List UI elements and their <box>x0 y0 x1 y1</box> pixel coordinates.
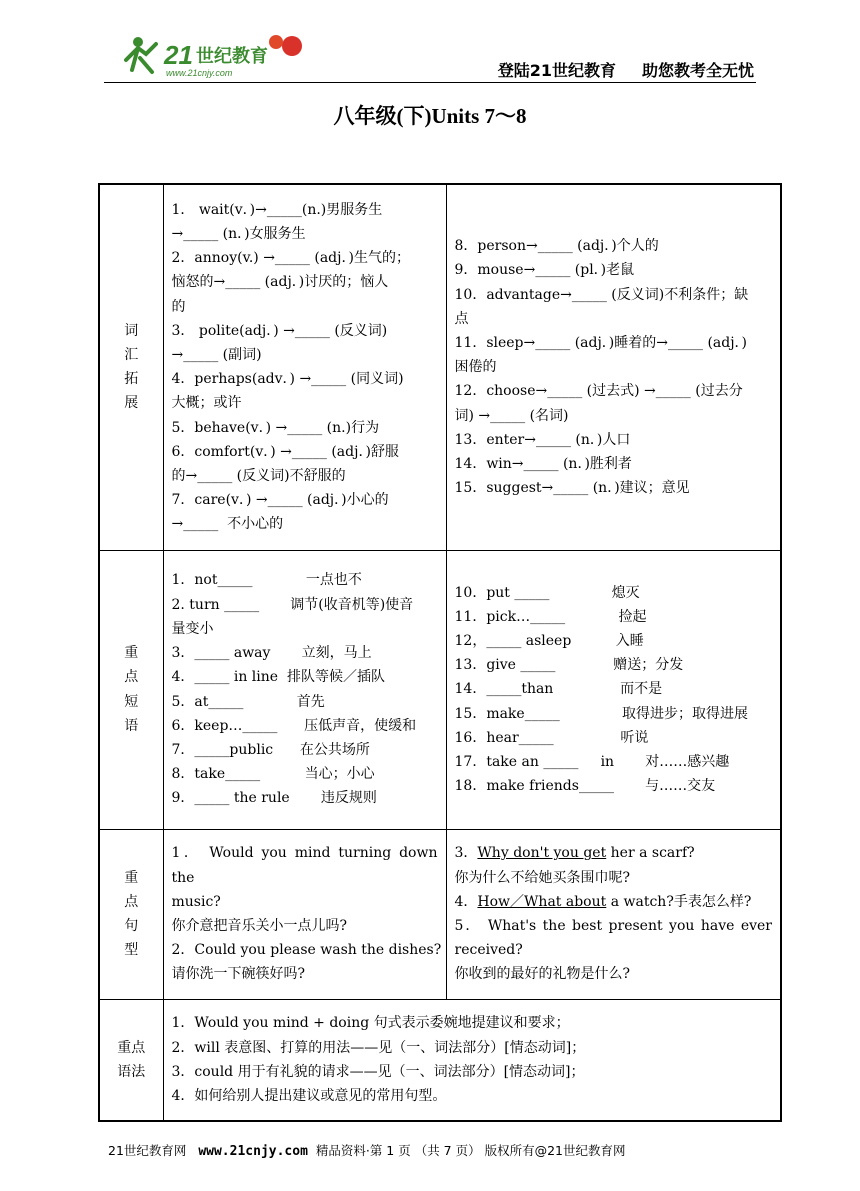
slogan-part-1: 登陆21世纪教育 <box>497 61 616 80</box>
vocab-left-list <box>163 184 446 550</box>
phrase-line: 16．hear_____ 听说 <box>454 729 649 746</box>
page-title: 八年级(下)Units 7～8 <box>333 104 527 128</box>
phrase-line: 6．keep…_____ 压低声音，使缓和 <box>171 717 417 734</box>
page-footer <box>108 1141 626 1159</box>
phrase-line: 2. turn _____ 调节(收音机等)使音 <box>171 596 414 613</box>
vocab-line: 困倦的 <box>454 359 497 376</box>
sentence-line: 3．Why don't you get her a scarf? <box>454 845 695 862</box>
phrase-line: 17．take an _____ in 对……感兴趣 <box>454 754 730 770</box>
sentence-line: received? <box>454 942 523 959</box>
section-label-phrases: 重 点 短 语 <box>99 550 163 829</box>
vocab-line: 8．person→_____ (adj．)个人的 <box>454 238 659 255</box>
vocab-line: →_____ 不小心的 <box>171 516 284 533</box>
sentences-row <box>99 829 781 999</box>
svg-text:世纪教育: 世纪教育 <box>196 46 268 67</box>
phrase-line: 7．_____public 在公共场所 <box>171 741 370 758</box>
key-phrase-underline: How／What about <box>477 893 607 910</box>
vocab-line: 12．choose→_____ (过去式) →_____ (过去分 <box>454 383 743 400</box>
sentence-line: 4．How／What about a watch?手表怎么样? <box>454 893 752 910</box>
vocab-line: 15．suggest→_____ (n．)建议；意见 <box>454 480 690 497</box>
site-logo <box>116 30 316 80</box>
sentence-line: 你为什么不给她买条围巾呢? <box>454 869 631 886</box>
vocab-line: 大概；或许 <box>171 395 242 412</box>
header-slogan <box>472 58 754 81</box>
phrases-left-list <box>163 550 446 829</box>
sentence-line: 1． Would you mind turning down the <box>171 845 438 886</box>
phrases-row <box>99 550 781 829</box>
grammar-row <box>99 999 781 1121</box>
vocab-line: 的 <box>171 298 186 315</box>
phrase-line: 15．make_____ 取得进步；取得进展 <box>454 705 749 722</box>
vocab-line: 9．mouse→_____ (pl．)老鼠 <box>454 262 635 279</box>
footer-url[interactable]: www.21cnjy.com <box>198 1144 308 1159</box>
svg-text:www.21cnjy.com: www.21cnjy.com <box>166 68 233 78</box>
vocab-line: 11．sleep→_____ (adj．)睡着的→_____ (adj．) <box>454 334 748 351</box>
phrase-line: 5．at_____ 首先 <box>171 693 325 710</box>
phrase-line: 13．give _____ 赠送；分发 <box>454 657 684 674</box>
vocab-line: 3． polite(adj．) →_____ (反义词) <box>171 322 388 339</box>
vocab-line: 6．comfort(v．) →_____ (adj．)舒服 <box>171 443 399 460</box>
phrase-line: 11．pick…_____ 捡起 <box>454 608 647 625</box>
svg-text:21: 21 <box>164 40 193 70</box>
section-label-grammar: 重点 语法 <box>99 999 163 1121</box>
page-header <box>104 30 756 83</box>
footer-right: 精品资料·第 1 页 （共 7 页） 版权所有@21世纪教育网 <box>315 1143 626 1158</box>
sentence-line: 你介意把音乐关小一点儿吗? <box>171 918 348 934</box>
vocab-line: →_____ (副词) <box>171 347 262 364</box>
section-label-vocab: 词 汇 拓 展 <box>99 184 163 550</box>
section-label-sentences: 重 点 句 型 <box>99 829 163 999</box>
vocab-line: 14．win→_____ (n．)胜利者 <box>454 455 632 472</box>
vocab-line: 13．enter→_____ (n．)人口 <box>454 431 631 448</box>
slogan-part-2: 助您教考全无忧 <box>641 61 754 80</box>
vocab-line: 4．perhaps(adv．) →_____ (同义词) <box>171 371 404 388</box>
sentences-left-list <box>163 829 446 999</box>
vocab-line: 的→_____ (反义词)不舒服的 <box>171 468 346 485</box>
grammar-line: 3．could 用于有礼貌的请求——见（一、词法部分）[情态动词]； <box>171 1063 585 1080</box>
vocab-line: 恼怒的→_____ (adj．)讨厌的；恼人 <box>171 274 389 291</box>
study-table <box>98 183 782 1122</box>
grammar-list <box>163 999 781 1121</box>
key-phrase-underline: Why don't you get <box>477 845 607 862</box>
phrase-line: 8．take_____ 当心；小心 <box>171 766 375 783</box>
phrases-right-list <box>446 550 781 829</box>
vocab-line: 点 <box>454 310 469 327</box>
sentence-line: 2．Could you please wash the dishes? <box>171 942 442 959</box>
vocab-line: 1． wait(v．)→_____(n.)男服务生 <box>171 201 383 218</box>
vocab-line: 10．advantage→_____ (反义词)不利条件；缺 <box>454 286 749 303</box>
sentence-line: music? <box>171 893 221 910</box>
vocab-line: 5．behave(v．) →_____ (n.)行为 <box>171 419 380 436</box>
vocab-row <box>99 184 781 550</box>
vocab-line: 词) →_____ (名词) <box>454 407 569 424</box>
phrase-line: 10．put _____ 熄灭 <box>454 584 640 601</box>
sentence-line: 你收到的最好的礼物是什么? <box>454 966 631 983</box>
grammar-line: 4．如何给别人提出建议或意见的常用句型。 <box>171 1087 447 1104</box>
vocab-line: 2．annoy(v.) →_____ (adj．)生气的； <box>171 250 410 267</box>
footer-left: 21世纪教育网 <box>108 1143 187 1158</box>
vocab-line: 7．care(v．) →_____ (adj．)小心的 <box>171 492 389 509</box>
phrase-line: 14．_____than 而不是 <box>454 681 663 698</box>
phrase-line: 9．_____ the rule 违反规则 <box>171 790 377 807</box>
phrase-line: 3．_____ away 立刻，马上 <box>171 645 372 662</box>
phrase-line: 4．_____ in line 排队等候／插队 <box>171 669 385 686</box>
phrase-line: 1．not_____ 一点也不 <box>171 572 362 589</box>
sentences-right-list <box>446 829 781 999</box>
sentence-line: 5． What's the best present you have ever <box>454 918 772 934</box>
grammar-line: 1．Would you mind + doing 句式表示委婉地提建议和要求； <box>171 1015 570 1032</box>
phrase-line: 12，_____ asleep 入睡 <box>454 632 644 649</box>
sentence-line: 请你洗一下碗筷好吗? <box>171 966 306 983</box>
vocab-line: →_____ (n．)女服务生 <box>171 226 306 243</box>
grammar-line: 2．will 表意图、打算的用法——见（一、词法部分）[情态动词]； <box>171 1039 586 1056</box>
phrase-line: 18．make friends_____ 与……交友 <box>454 778 716 795</box>
phrase-line: 量变小 <box>171 620 214 637</box>
vocab-right-list <box>446 184 781 550</box>
